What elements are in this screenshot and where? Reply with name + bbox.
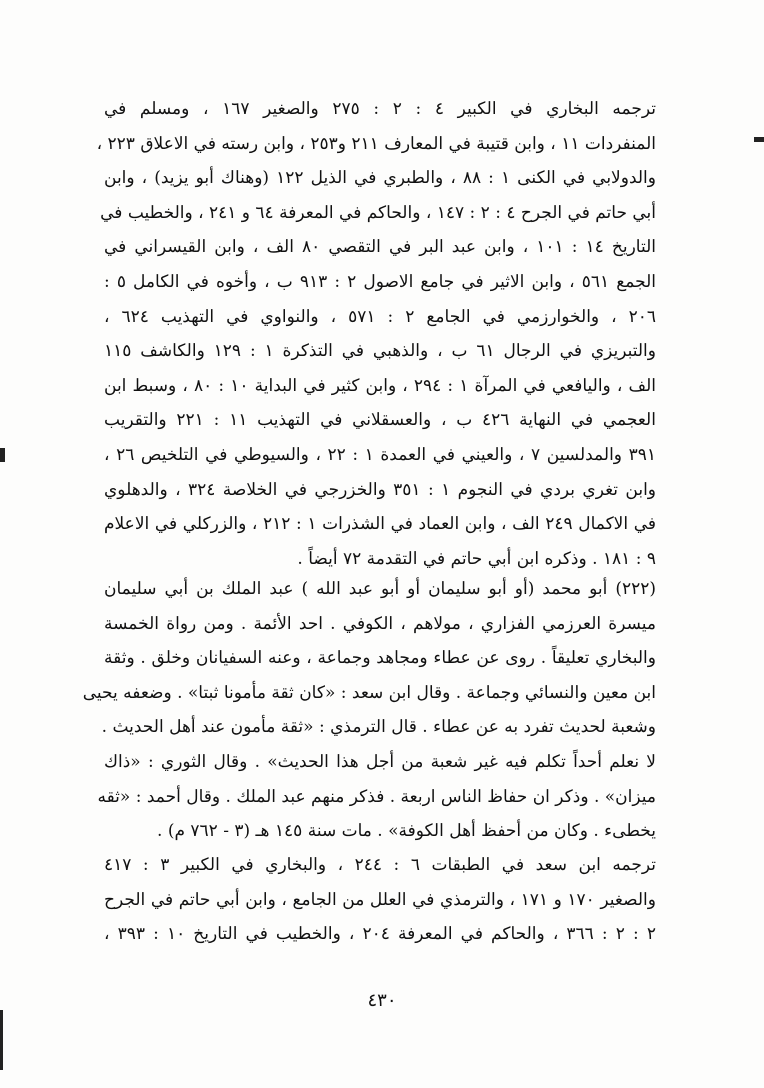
text-line: الف ، واليافعي في المرآة ١ : ٢٩٤ ، وابن كثير في البداية ١٠ : ٨٠ ، وسبط ابن: [104, 375, 656, 396]
text-line: ابن معين والنسائي وجماعة . وقال ابن سعد : «كان ثقة مأمونا ثبتا» . وضعفه يحيى: [82, 682, 656, 703]
text-line: التاريخ ١٤ : ١٠١ ، وابن عبد البر في التقصي ٨٠ الف ، وابن القيسراني في: [104, 237, 656, 258]
text-line: لا نعلم أحداً تكلم فيه غير شعبة من أجل هذا الحديث» . وقال الثوري : «ذاك: [104, 751, 656, 772]
references-paragraph-2: [104, 848, 656, 952]
references-paragraph-1: [96, 92, 657, 576]
text-line: ٢ : ٢ : ٣٦٦ ، والحاكم في المعرفة ٢٠٤ ، والخطيب في التاريخ ١٠ : ٣٩٣ ،: [104, 924, 656, 945]
text-line: والتبريزي في الرجال ٦١ ب ، والذهبي في التذكرة ١ : ١٢٩ والكاشف ١١٥: [104, 341, 656, 362]
text-line: وابن تغري بردي في النجوم ١ : ٣٥١ والخزرجي في الخلاصة ٣٢٤ ، والدهلوي: [104, 479, 656, 500]
text-line: ترجمه ابن سعد في الطبقات ٦ : ٢٤٤ ، والبخاري في الكبير ٣ : ٤١٧: [104, 855, 656, 875]
text-line: ٩ : ١٨١ . وذكره ابن أبي حاتم في التقدمة ٧٢ أيضاً .: [297, 548, 656, 569]
text-line: الجمع ٥٦١ ، وابن الاثير في جامع الاصول ٢ : ٩١٣ ب ، وأخوه في الكامل ٥ :: [104, 271, 656, 292]
page-number: ٤٣٠: [367, 990, 397, 1011]
right-edge-tick: [754, 137, 764, 142]
text-line: والدولابي في الكنى ١ : ٨٨ ، والطبري في الذيل ١٢٢ (وهناك أبو يزيد) ، وابن: [104, 168, 656, 189]
text-line: والصغير ١٧٠ و ١٧١ ، والترمذي في العلل من الجامع ، وابن أبي حاتم في الجرح: [104, 889, 656, 910]
text-line: ميسرة العرزمي الفزاري ، مولاهم ، الكوفي . احد الأئمة . ومن رواة الخمسة: [104, 613, 656, 634]
text-line: (٢٢٢) أبو محمد (أو أبو سليمان أو أبو عبد الله ) عبد الملك بن أبي سليمان: [104, 579, 656, 599]
left-edge-mark-top: [0, 448, 5, 462]
text-line: في الاكمال ٢٤٩ الف ، وابن العماد في الشذرات ١ : ٢١٢ ، والزركلي في الاعلام: [104, 514, 656, 535]
text-line: العجمي في النهاية ٤٢٦ ب ، والعسقلاني في التهذيب ١١ : ٢٢١ والتقريب: [104, 410, 656, 431]
text-line: ترجمه البخاري في الكبير ٤ : ٢ : ٢٧٥ والصغير ١٦٧ ، ومسلم في: [104, 99, 656, 119]
text-line: والبخاري تعليقاً . روى عن عطاء ومجاهد وجماعة ، وعنه السفيانان وخلق . وثقة: [104, 648, 656, 669]
text-line: ٣٩١ والمدلسين ٧ ، والعيني في العمدة ١ : ٢٢ ، والسيوطي في التلخيص ٢٦ ،: [104, 444, 656, 465]
text-line: وشعبة لحديث تفرد به عن عطاء . قال الترمذي : «ثقة مأمون عند أهل الحديث .: [101, 717, 656, 738]
text-line: ميزان» . وذكر ان حفاظ الناس اربعة . فذكر منهم عبد الملك . وقال أحمد : «ثقه: [97, 786, 656, 807]
left-edge-mark-bottom: [0, 1010, 3, 1070]
text-line: ٢٠٦ ، والخوارزمي في الجامع ٢ : ٥٧١ ، والنواوي في التهذيب ٦٢٤ ،: [104, 306, 657, 327]
biography-entry-222: [82, 572, 656, 849]
text-line: المنفردات ١١ ، وابن قتيبة في المعارف ٢١١ و٢٥٣ ، وابن رسته في الاعلاق ٢٢٣ ،: [96, 133, 656, 154]
text-line: يخطىء . وكان من أحفظ أهل الكوفة» . مات سنة ١٤٥ هـ (٣ - ٧٦٢ م) .: [157, 821, 656, 842]
text-line: أبي حاتم في الجرح ٤ : ٢ : ١٤٧ ، والحاكم في المعرفة ٦٤ و ٢٤١ ، والخطيب في: [100, 202, 656, 223]
